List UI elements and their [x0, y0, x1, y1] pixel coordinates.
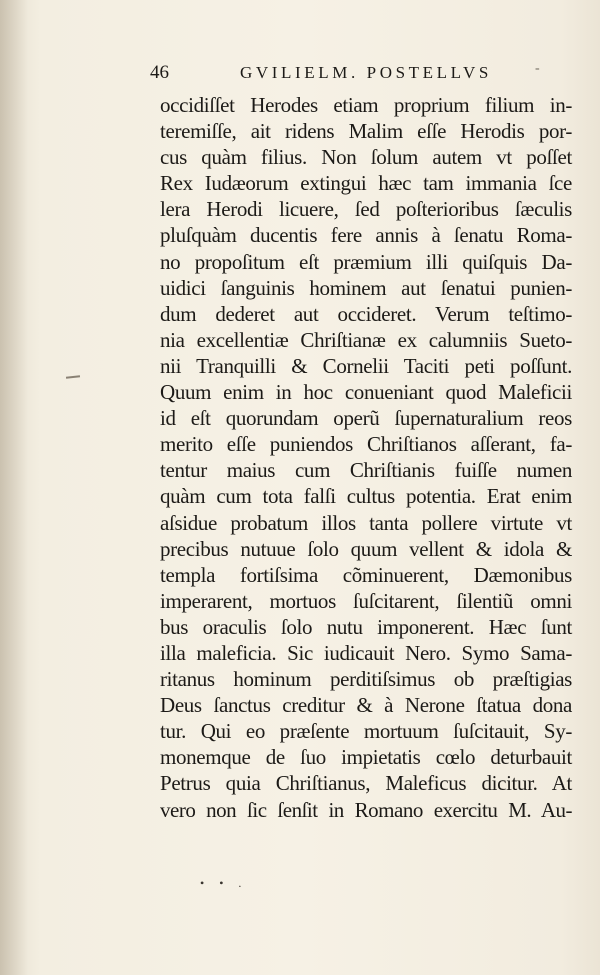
- text-line: dum dederet aut occideret. Verum teſtimo-: [160, 301, 572, 326]
- text-line: bus oraculis ſolo nutu imponerent. Hæc ſunt: [160, 614, 572, 639]
- running-title: GVILIELM. POSTELLVS: [240, 63, 492, 82]
- text-line: Quum enim in hoc conueniant quod Maleficii: [160, 380, 572, 405]
- text-line: monemque de ſuo impietatis cœlo deturbauit: [160, 745, 572, 770]
- text-line: teremiſſe, ait ridens Malim eſſe Herodis por-: [160, 119, 572, 144]
- head-ornament: -: [535, 61, 540, 76]
- text-line: quàm cum tota falſi cultus potentia. Erat enim: [160, 484, 572, 509]
- text-line: tur. Qui eo præſente mortuum ſuſcitauit, Sy-: [160, 719, 572, 744]
- text-line: occidiſſet Herodes etiam proprium filium in-: [160, 93, 572, 117]
- text-line: nii Tranquilli & Cornelii Taciti peti poſſunt.: [160, 353, 572, 378]
- text-line: cus quàm filius. Non ſolum autem vt poſſet: [160, 145, 572, 170]
- text-line: templa fortiſsima cõminuerent, Dæmonibus: [160, 562, 572, 587]
- text-line: precibus nutuue ſolo quum vellent & idola &: [160, 536, 572, 561]
- text-line: vero non ſic ſenſit in Romano exercitu M. Au-: [160, 797, 572, 822]
- text-line: Rex Iudæorum extingui hæc tam immania ſce: [160, 171, 572, 196]
- text-line: aſsidue probatum illos tanta pollere virtute vt: [160, 510, 572, 535]
- margin-mark: [66, 375, 80, 378]
- text-line: ritanus hominum perditiſsimus ob præſtigias: [160, 667, 572, 692]
- catchmarks: • • .: [200, 876, 248, 890]
- running-head: [150, 62, 550, 86]
- body-text: [160, 92, 572, 823]
- page-number: 46: [150, 62, 169, 83]
- text-line: Deus ſanctus creditur & à Nerone ſtatua dona: [160, 693, 572, 718]
- text-line: id eſt quorundam operũ ſupernaturalium reos: [160, 406, 572, 431]
- gutter-shadow: [0, 0, 28, 975]
- text-line: imperarent, mortuos ſuſcitarent, ſilentiũ omni: [160, 588, 572, 613]
- text-line: uidici ſanguinis hominem aut ſenatui punien-: [160, 275, 572, 300]
- text-line: pluſquàm ducentis fere annis à ſenatu Roma-: [160, 223, 572, 248]
- text-line: lera Herodi licuere, ſed poſterioribus ſæculis: [160, 197, 572, 222]
- text-line: merito eſſe puniendos Chriſtianos aſſerant, fa-: [160, 432, 572, 457]
- text-line: Petrus quia Chriſtianus, Maleficus dicitur. At: [160, 771, 572, 796]
- text-line: no propoſitum eſt præmium illi quiſquis Da-: [160, 249, 572, 274]
- text-line: illa maleficia. Sic iudicauit Nero. Symo Sama-: [160, 640, 572, 665]
- text-line: tentur maius cum Chriſtianis fuiſſe numen: [160, 458, 572, 483]
- text-line: nia excellentiæ Chriſtianæ ex calumniis Sueto-: [160, 327, 572, 352]
